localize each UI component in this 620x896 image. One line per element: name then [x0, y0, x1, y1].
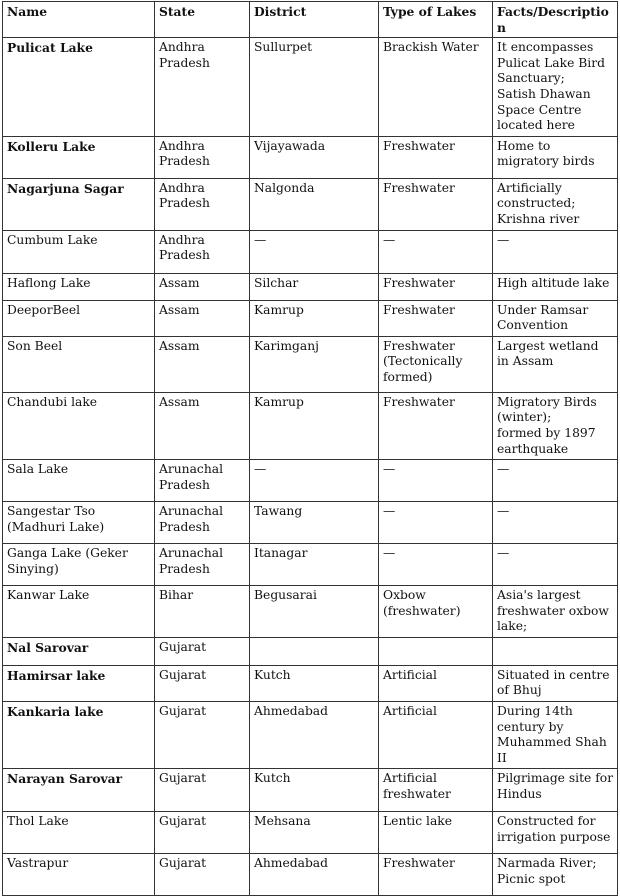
district-cell: Kutch: [250, 665, 379, 701]
facts-cell: Migratory Birds (winter); formed by 1897 earthquake: [493, 392, 618, 459]
facts-cell: It encompasses Pulicat Lake Bird Sanctuary; Satish Dhawan Space Centre located here: [493, 38, 618, 137]
facts-cell: —: [493, 460, 618, 502]
lake-type-cell: Oxbow (freshwater): [379, 586, 493, 638]
district-cell: Begusarai: [250, 586, 379, 638]
state-cell: Gujarat: [155, 812, 250, 854]
table-row: [3, 702, 618, 769]
district-cell: —: [250, 460, 379, 502]
facts-cell: Situated in centre of Bhuj: [493, 665, 618, 701]
state-cell: Andhra Pradesh: [155, 38, 250, 137]
table-row: [3, 586, 618, 638]
lake-type-cell: Artificial freshwater: [379, 769, 493, 812]
district-cell: Sullurpet: [250, 38, 379, 137]
lake-type-cell: Lentic lake: [379, 812, 493, 854]
state-cell: Andhra Pradesh: [155, 230, 250, 273]
lake-name-cell: Pulicat Lake: [3, 38, 155, 137]
district-cell: Tawang: [250, 502, 379, 544]
lake-name-cell: Thol Lake: [3, 812, 155, 854]
table-row: [3, 544, 618, 586]
state-cell: Gujarat: [155, 702, 250, 769]
table-row: [3, 336, 618, 392]
lake-name-cell: Kanwar Lake: [3, 586, 155, 638]
header-state: State: [155, 2, 250, 38]
district-cell: Kamrup: [250, 392, 379, 459]
lake-name-cell: Kolleru Lake: [3, 136, 155, 178]
lake-name-cell: Nagarjuna Sagar: [3, 178, 155, 230]
lake-name-cell: Nal Sarovar: [3, 637, 155, 665]
state-cell: Gujarat: [155, 769, 250, 812]
facts-cell: —: [493, 502, 618, 544]
district-cell: —: [250, 230, 379, 273]
state-cell: Arunachal Pradesh: [155, 544, 250, 586]
table-row: [3, 854, 618, 896]
table-row: [3, 812, 618, 854]
table-row: [3, 136, 618, 178]
lake-name-cell: Ganga Lake (Geker Sinying): [3, 544, 155, 586]
lake-type-cell: —: [379, 544, 493, 586]
lake-name-cell: Son Beel: [3, 336, 155, 392]
state-cell: Andhra Pradesh: [155, 178, 250, 230]
table-row: [3, 38, 618, 137]
district-cell: Kutch: [250, 769, 379, 812]
district-cell: [250, 637, 379, 665]
header-type: Type of Lakes: [379, 2, 493, 38]
lake-type-cell: Freshwater: [379, 178, 493, 230]
district-cell: Nalgonda: [250, 178, 379, 230]
lake-type-cell: —: [379, 502, 493, 544]
facts-cell: —: [493, 544, 618, 586]
state-cell: Arunachal Pradesh: [155, 460, 250, 502]
lake-name-cell: Vastrapur: [3, 854, 155, 896]
state-cell: Arunachal Pradesh: [155, 502, 250, 544]
header-name: Name: [3, 2, 155, 38]
lake-name-cell: Narayan Sarovar: [3, 769, 155, 812]
state-cell: Assam: [155, 336, 250, 392]
lake-type-cell: Artificial: [379, 702, 493, 769]
lake-type-cell: [379, 637, 493, 665]
district-cell: Ahmedabad: [250, 854, 379, 896]
lake-name-cell: Sangestar Tso (Madhuri Lake): [3, 502, 155, 544]
table-row: [3, 460, 618, 502]
lake-type-cell: Freshwater: [379, 392, 493, 459]
district-cell: Kamrup: [250, 300, 379, 336]
state-cell: Bihar: [155, 586, 250, 638]
table-row: [3, 502, 618, 544]
facts-cell: Home to migratory birds: [493, 136, 618, 178]
lake-name-cell: Haflong Lake: [3, 273, 155, 300]
header-facts: Facts/Description: [493, 2, 618, 38]
district-cell: Silchar: [250, 273, 379, 300]
facts-cell: Under Ramsar Convention: [493, 300, 618, 336]
district-cell: Ahmedabad: [250, 702, 379, 769]
district-cell: Vijayawada: [250, 136, 379, 178]
facts-cell: Largest wetland in Assam: [493, 336, 618, 392]
lake-type-cell: —: [379, 460, 493, 502]
lake-name-cell: Hamirsar lake: [3, 665, 155, 701]
table-row: [3, 300, 618, 336]
lake-type-cell: Artificial: [379, 665, 493, 701]
header-district: District: [250, 2, 379, 38]
lake-name-cell: Kankaria lake: [3, 702, 155, 769]
table-row: [3, 273, 618, 300]
lake-name-cell: Cumbum Lake: [3, 230, 155, 273]
lake-type-cell: Freshwater: [379, 273, 493, 300]
table-row: [3, 392, 618, 459]
state-cell: Gujarat: [155, 665, 250, 701]
facts-cell: High altitude lake: [493, 273, 618, 300]
lake-type-cell: Freshwater: [379, 136, 493, 178]
facts-cell: Constructed for irrigation purpose: [493, 812, 618, 854]
state-cell: Gujarat: [155, 637, 250, 665]
table-row: [3, 769, 618, 812]
facts-cell: —: [493, 230, 618, 273]
table-row: [3, 230, 618, 273]
lake-type-cell: —: [379, 230, 493, 273]
facts-cell: Narmada River; Picnic spot: [493, 854, 618, 896]
lake-type-cell: Freshwater: [379, 854, 493, 896]
lake-name-cell: DeeporBeel: [3, 300, 155, 336]
district-cell: Itanagar: [250, 544, 379, 586]
facts-cell: During 14th century by Muhammed Shah II: [493, 702, 618, 769]
state-cell: Gujarat: [155, 854, 250, 896]
table-row: [3, 665, 618, 701]
district-cell: Karimganj: [250, 336, 379, 392]
table-row: [3, 637, 618, 665]
lake-type-cell: Freshwater: [379, 300, 493, 336]
lakes-table: [2, 1, 618, 896]
lake-type-cell: Brackish Water: [379, 38, 493, 137]
facts-cell: Artificially constructed; Krishna river: [493, 178, 618, 230]
table-row: [3, 178, 618, 230]
lake-name-cell: Chandubi lake: [3, 392, 155, 459]
state-cell: Assam: [155, 273, 250, 300]
facts-cell: Asia's largest freshwater oxbow lake;: [493, 586, 618, 638]
district-cell: Mehsana: [250, 812, 379, 854]
facts-cell: Pilgrimage site for Hindus: [493, 769, 618, 812]
state-cell: Assam: [155, 300, 250, 336]
state-cell: Assam: [155, 392, 250, 459]
lake-name-cell: Sala Lake: [3, 460, 155, 502]
facts-cell: [493, 637, 618, 665]
lake-type-cell: Freshwater (Tectonically formed): [379, 336, 493, 392]
state-cell: Andhra Pradesh: [155, 136, 250, 178]
header-row: [3, 2, 618, 38]
